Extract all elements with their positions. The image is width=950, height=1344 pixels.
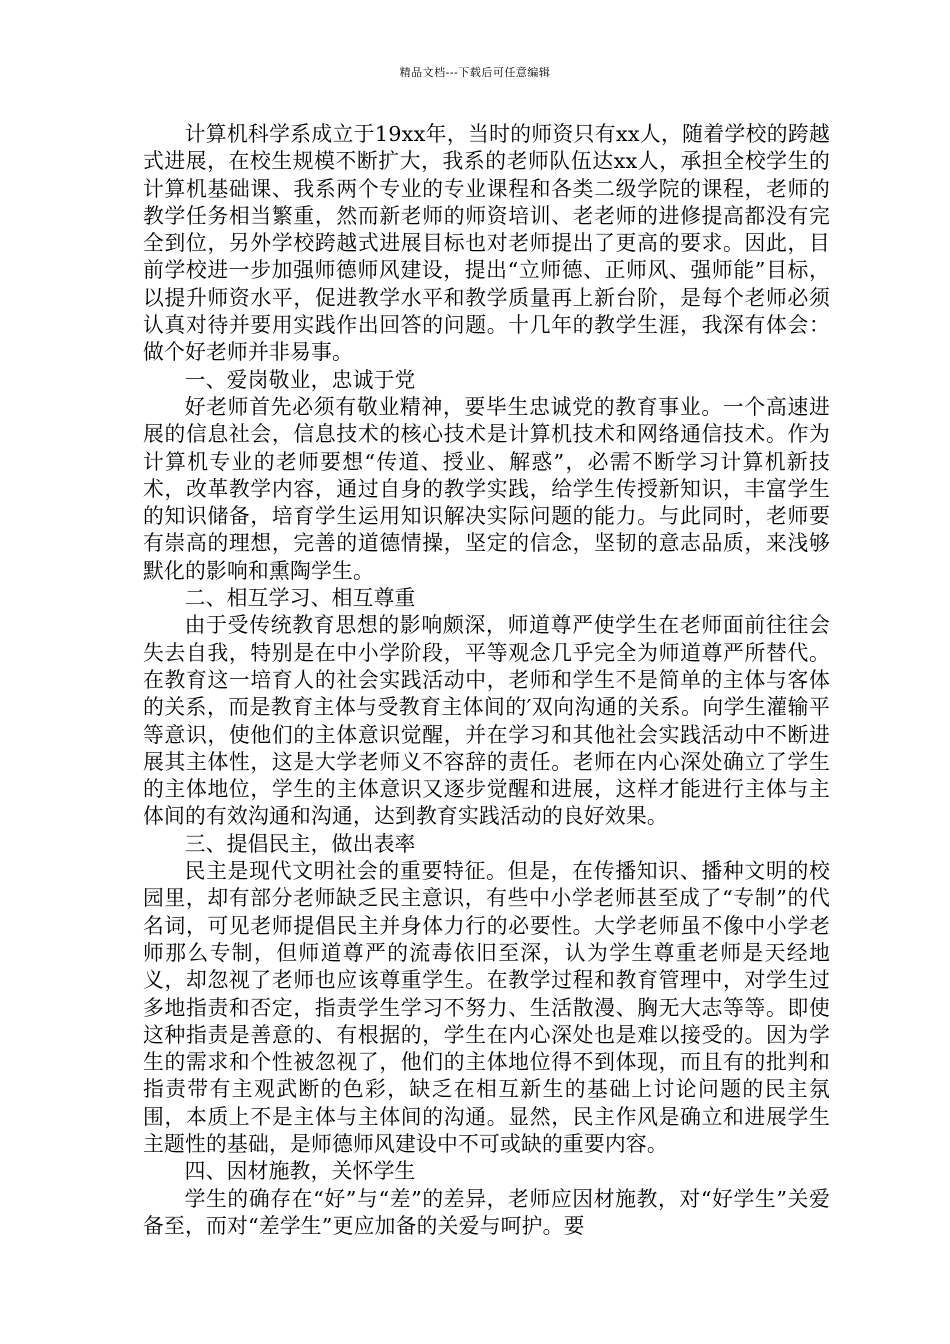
page-header: 精品文档---下载后可任意编辑 [399,66,551,79]
section-heading-1: 一、爱岗敬业，忠诚于党 [184,367,416,392]
document-body [143,121,830,1240]
section-paragraph-2: 由于受传统教育思想的影响颇深，师道尊严使学生在老师面前往往会失去自我，特别是在中小学阶段，平等观念几乎完全为师道尊严所替代。在教育这一培育人的社会实践活动中，老师和学生不是简单的主体与客体的关系，而是教育主体与受教育主体间的′双向沟通的关系。向学生灌输平等意识，使他们的主体意识觉醒，并在学习和其他社会实践活动中不断进展其主体性，这是大学老师义不容辞的责任。老师在内心深处确立了学生的主体地位，学生的主体意识又逐步觉醒和进展，这样才能进行主体与主体间的有效沟通和沟通，达到教育实践活动的良好效果。 [143,613,830,829]
section-paragraph-4: 学生的确存在“好”与“差”的差异，老师应因材施教，对“好学生”关爱备至，而对“差学生”更应加备的关爱与呵护。要 [143,1186,830,1238]
section-heading-3: 三、提倡民主，做出表率 [184,831,416,856]
section-heading-2: 二、相互学习、相互尊重 [184,586,416,611]
section-heading-4: 四、因材施教，关怀学生 [184,1159,416,1184]
section-paragraph-1: 好老师首先必须有敬业精神，要毕生忠诚党的教育事业。一个高速进展的信息社会，信息技术的核心技术是计算机技术和网络通信技术。作为计算机专业的老师要想“传道、授业、解惑”，必需不断学习计算机新技术，改革教学内容，通过自身的教学实践，给学生传授新知识，丰富学生的知识储备，培育学生运用知识解决实际问题的能力。与此同时，老师要有崇高的理想，完善的道德情操，坚定的信念，坚韧的意志品质，来浅够默化的影响和熏陶学生。 [143,394,830,583]
intro-paragraph: 计算机科学系成立于19xx年，当时的师资只有xx人，随着学校的跨越式进展，在校生规模不断扩大，我系的老师队伍达xx人，承担全校学生的计算机基础课、我系两个专业的专业课程和各类二级学院的课程，老师的教学任务相当繁重，然而新老师的师资培训、老老师的进修提高都没有完全到位，另外学校跨越式进展目标也对老师提出了更高的要求。因此，目前学校进一步加强师德师风建设，提出“立师德、正师风、强师能”目标，以提升师资水平，促进教学水平和教学质量再上新台阶，是每个老师必须认真对待并要用实践作出回答的问题。十几年的教学生涯，我深有体会：做个好老师并非易事。 [143,122,830,365]
section-paragraph-3: 民主是现代文明社会的重要特征。但是，在传播知识、播种文明的校园里，却有部分老师缺乏民主意识，有些中小学老师甚至成了“专制”的代名词，可见老师提倡民主并身体力行的必要性。大学老师虽不像中小学老师那么专制，但师道尊严的流毒依旧至深，认为学生尊重老师是天经地义，却忽视了老师也应该尊重学生。在教学过程和教育管理中，对学生过多地指责和否定，指责学生学习不努力、生活散漫、胸无大志等等。即使这种指责是善意的、有根据的，学生在内心深处也是难以接受的。因为学生的需求和个性被忽视了，他们的主体地位得不到体现，而且有的批判和指责带有主观武断的色彩，缺乏在相互新生的基础上讨论问题的民主氛围，本质上不是主体与主体间的沟通。显然，民主作风是确立和进展学生主题性的基础，是师德师风建设中不可或缺的重要内容。 [143,859,830,1156]
